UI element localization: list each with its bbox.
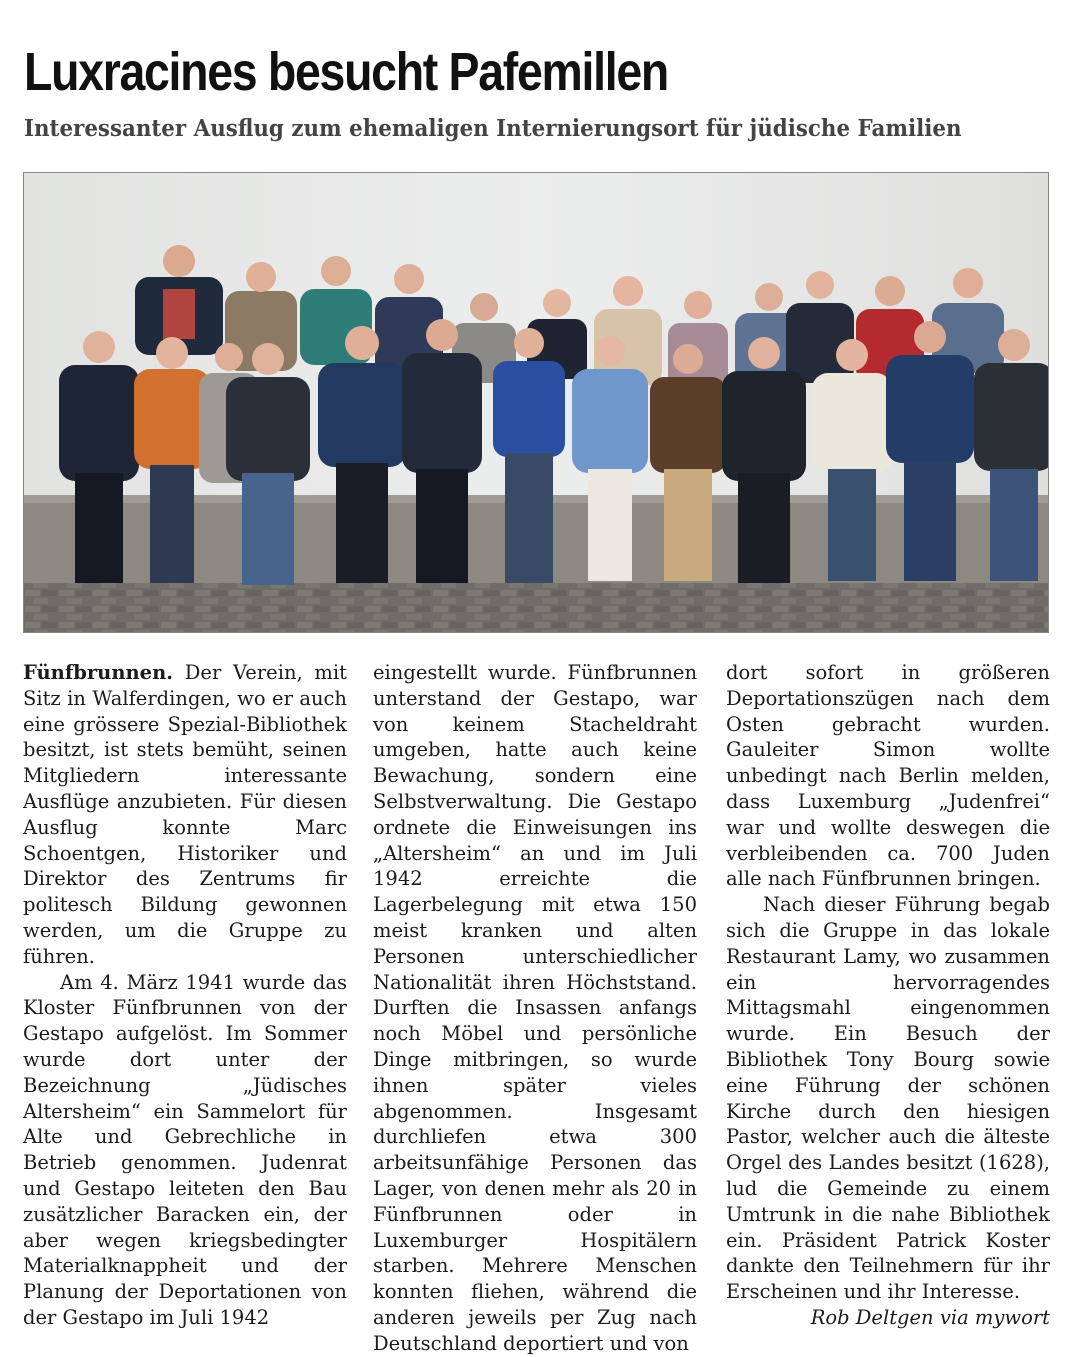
paragraph-intro: [23, 660, 347, 970]
article-column-2: [373, 660, 697, 1355]
article-column-3: [726, 660, 1050, 1329]
paragraph-history-part1: Am 4. März 1941 wurde das Kloster Fünfbrunnen von der Gestapo aufgelöst. Im Sommer wurde dort unter der Bezeichnung „Jüdisches Altersheim“ ein Sammelort für Alte und Gebrechliche in Betrieb genommen. Judenrat und Gestapo leiteten den Bau zusätzlicher Baracken ein, der aber wegen kriegsbedingter Materialknappheit und der Planung der Deportationen von der Gestapo im Juli 1942: [23, 970, 347, 1329]
paragraph-history-part2: eingestellt wurde. Fünfbrunnen unterstand der Gestapo, war von keinem Stacheldraht umgeben, hatte auch keine Bewachung, sondern eine Selbstverwaltung. Die Gestapo ordnete die Einweisungen ins „Altersheim“ an und im Juli 1942 erreichte die Lagerbelegung mit etwa 150 meist kranken und alten Personen unterschiedlicher Nationalität ihren Höchststand. Durften die Insassen anfangs noch Möbel und persönliche Dinge mitbringen, so wurde ihnen später vieles abgenommen. Insgesamt durchliefen etwa 300 arbeitsunfähige Personen das Lager, von denen mehr als 20 in Fünfbrunnen oder in Luxemburger Hospitälern starben. Mehrere Menschen konnten fliehen, während die anderen jeweils per Zug nach Deutschland deportiert und von: [373, 661, 697, 1355]
paragraph-history-part3: dort sofort in größeren Deportationszügen nach dem Osten gebracht wurden. Gauleiter Simon wollte unbedingt nach Berlin melden, dass Luxemburg „Judenfrei“ war und wollte deswegen die verbleibenden ca. 700 Juden alle nach Fünfbrunnen bringen.: [726, 661, 1050, 891]
dateline: Fünfbrunnen.: [23, 661, 174, 684]
article-column-1: [23, 660, 347, 1329]
group-photo: [23, 172, 1049, 633]
subheadline: Interessanter Ausflug zum ehemaligen Internierungsort für jüdische Familien: [24, 115, 962, 142]
paragraph-intro-text: Der Verein, mit Sitz in Walferdingen, wo er auch eine grössere Spezial-Bibliothek besitzt, ist stets bemüht, seinen Mitgliedern interessante Ausflüge anzubieten. Für diesen Ausflug konnte Marc Schoentgen, Historiker und Direktor des Zentrums fir politesch Bildung gewonnen werden, um die Gruppe zu führen.: [23, 661, 347, 968]
paragraph-closing: Nach dieser Führung begab sich die Gruppe in das lokale Restaurant Lamy, wo zusammen ein hervorragendes Mittagsmahl eingenommen wurde. Ein Besuch der Bibliothek Tony Bourg sowie eine Führung der schönen Kirche durch den hiesigen Pastor, welcher auch die älteste Orgel des Landes besitzt (1628), lud die Gemeinde zu einem Umtrunk in die nahe Bibliothek ein. Präsident Patrick Koster dankte den Teilnehmern für ihr Erscheinen und ihr Interesse.: [726, 893, 1050, 1304]
photo-credit: Rob Deltgen via mywort: [810, 1305, 1050, 1329]
headline: Luxracines besucht Pafemillen: [24, 42, 668, 102]
